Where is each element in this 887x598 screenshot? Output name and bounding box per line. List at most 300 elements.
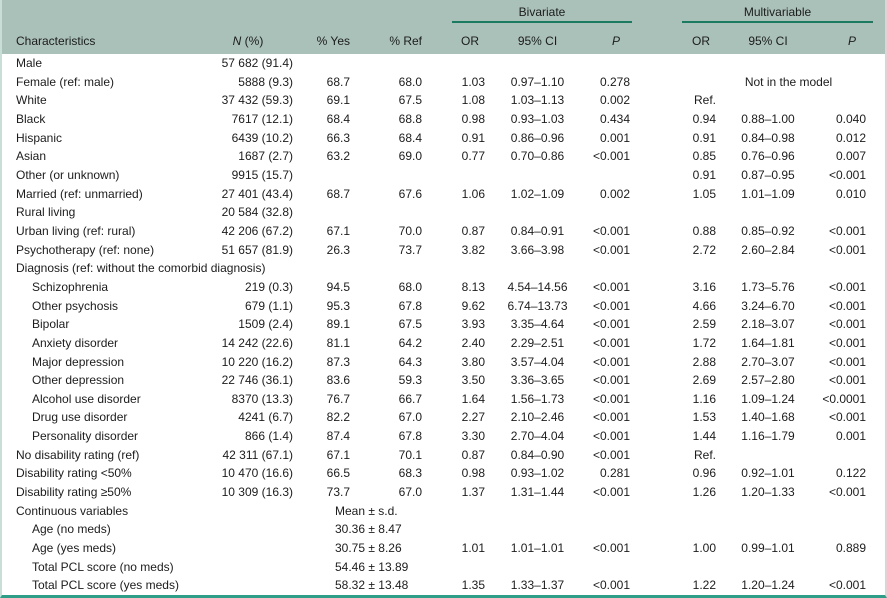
cell-pct-ref: 73.7	[398, 242, 422, 257]
cell-bivariate-ci: 0.84–0.90	[510, 447, 565, 462]
cell-bivariate-p: <0.001	[592, 429, 630, 444]
cell-bivariate-ci: 1.56–1.73	[510, 391, 565, 406]
cell-multivariable-or: 0.85	[692, 149, 716, 164]
cell-pct-yes: 66.5	[326, 466, 350, 481]
cell-multivariable-ci	[716, 54, 820, 73]
cell-pct-yes: 67.1	[326, 447, 350, 462]
cell-n-pct: 679 (1.1)	[244, 298, 293, 313]
column-header-n-pct: N (%)	[203, 26, 293, 54]
table-row	[2, 539, 885, 558]
column-header-bivariate-or: OR	[422, 26, 485, 54]
cell-pct-ref: 68.4	[398, 130, 422, 145]
cell-bivariate-or	[422, 166, 485, 185]
cell-pct-yes: 69.1	[326, 93, 350, 108]
table-row	[2, 110, 885, 129]
cell-n-pct: 1687 (2.7)	[238, 149, 293, 164]
cell-pct-ref: 69.0	[398, 149, 422, 164]
cell-multivariable-or: 1.22	[692, 578, 716, 593]
cell-multivariable-or	[632, 520, 716, 539]
cell-bivariate-ci: 2.10–2.46	[510, 410, 565, 425]
cell-bivariate-or: 2.27	[461, 410, 485, 425]
cell-multivariable-p: <0.001	[828, 485, 867, 500]
cell-multivariable-or: 1.16	[692, 391, 716, 406]
cell-multivariable-p: <0.001	[828, 242, 867, 257]
cell-multivariable-or: 2.69	[692, 373, 716, 388]
cell-multivariable-p: 0.122	[836, 466, 867, 481]
cell-multivariable-or: 1.00	[692, 541, 716, 556]
cell-pct-yes: 66.3	[326, 130, 350, 145]
cell-n-pct: 5888 (9.3)	[238, 74, 293, 89]
cell-multivariable-or	[632, 54, 716, 73]
group-header-row	[2, 0, 885, 26]
table-body	[2, 54, 885, 595]
cell-bivariate-p: <0.001	[592, 541, 630, 556]
cell-n-pct: 9915 (15.7)	[231, 167, 293, 182]
cell-bivariate-or: 1.01	[461, 541, 485, 556]
cell-bivariate-ci: 0.86–0.96	[510, 130, 565, 145]
cell-multivariable-p: <0.001	[828, 317, 867, 332]
cell-pct-ref: 70.1	[398, 447, 422, 462]
group-header-multivariable	[632, 0, 885, 26]
cell-bivariate-or: 0.98	[461, 466, 485, 481]
cell-multivariable-or: 2.72	[692, 242, 716, 257]
cell-bivariate-or	[422, 520, 485, 539]
column-header-pct-yes: % Yes	[293, 26, 350, 54]
cell-multivariable-p: <0.001	[828, 167, 867, 182]
cell-bivariate-p: <0.001	[592, 391, 630, 406]
cell-multivariable-ci: 1.73–5.76	[741, 279, 795, 294]
cell-multivariable-p	[820, 446, 885, 465]
cell-pct-ref: 64.2	[398, 335, 422, 350]
cell-pct-yes: 83.6	[326, 373, 350, 388]
table-row	[2, 297, 885, 316]
cell-multivariable-or	[632, 259, 716, 278]
cell-multivariable-p	[820, 520, 885, 539]
cell-pct-ref: 70.0	[398, 223, 422, 238]
cell-n-pct: 27 401 (43.4)	[221, 186, 293, 201]
cell-multivariable-p: 0.012	[836, 130, 867, 145]
cell-bivariate-or: 1.03	[461, 74, 485, 89]
cell-multivariable-p: 0.040	[836, 111, 867, 126]
cell-mean-sd: 54.46 ± 13.89	[335, 559, 409, 574]
table-row	[2, 91, 885, 110]
cell-multivariable-or: 0.91	[692, 167, 716, 182]
cell-multivariable-ci: 0.85–0.92	[741, 223, 795, 238]
cell-bivariate-p	[590, 203, 632, 222]
cell-pct-ref: 59.3	[398, 373, 422, 388]
cell-pct-yes: 87.3	[326, 354, 350, 369]
cell-bivariate-or: 0.87	[461, 223, 485, 238]
cell-bivariate-or	[422, 54, 485, 73]
table-row	[2, 558, 885, 577]
cell-bivariate-or: 9.62	[461, 298, 485, 313]
table-row	[2, 520, 885, 539]
cell-n-pct: 37 432 (59.3)	[221, 93, 293, 108]
cell-multivariable-ci: 1.09–1.24	[741, 391, 795, 406]
cell-multivariable-or	[632, 203, 716, 222]
cell-pct-yes: 26.3	[326, 242, 350, 257]
cell-multivariable-ci: 1.64–1.81	[741, 335, 795, 350]
cell-bivariate-p	[590, 520, 632, 539]
cell-bivariate-ci: 3.36–3.65	[510, 373, 565, 388]
cell-pct-yes: 87.4	[326, 429, 350, 444]
cell-multivariable-or: Ref.	[693, 447, 716, 462]
cell-mean-sd: 30.36 ± 8.47	[335, 522, 402, 537]
cell-multivariable-p	[820, 203, 885, 222]
table-row	[2, 222, 885, 241]
cell-pct-ref: 68.8	[398, 111, 422, 126]
cell-bivariate-p: 0.281	[599, 466, 630, 481]
cell-bivariate-ci: 2.29–2.51	[510, 335, 565, 350]
row-label: Male	[16, 56, 43, 70]
cell-multivariable-p: <0.001	[828, 354, 867, 369]
cell-mean-sd: 30.75 ± 8.26	[335, 541, 402, 556]
cell-multivariable-ci: 2.70–3.07	[741, 354, 795, 369]
cell-n-pct: 57 682 (91.4)	[221, 56, 293, 70]
column-header-multivariable-ci: 95% CI	[716, 26, 820, 54]
table-row	[2, 446, 885, 465]
table-header	[2, 0, 885, 54]
cell-bivariate-ci: 0.93–1.02	[510, 466, 565, 481]
cell-bivariate-p	[590, 502, 632, 521]
multivariable-rule	[682, 21, 873, 23]
row-label: White	[16, 93, 47, 108]
cell-bivariate-or: 0.87	[461, 447, 485, 462]
table-row	[2, 129, 885, 148]
column-header-bivariate-p: P	[590, 26, 632, 54]
cell-n-pct: 1509 (2.4)	[238, 317, 293, 332]
cell-bivariate-p	[590, 558, 632, 577]
cell-bivariate-p	[590, 259, 632, 278]
cell-multivariable-p: <0.001	[828, 373, 867, 388]
cell-pct-ref: 67.5	[398, 93, 422, 108]
cell-multivariable-ci: 2.18–3.07	[741, 317, 795, 332]
cell-bivariate-ci: 6.74–13.73	[507, 298, 568, 313]
table-row	[2, 54, 885, 73]
cell-pct-yes: 81.1	[326, 335, 350, 350]
cell-pct-ref: 67.0	[398, 410, 422, 425]
column-header-multivariable-p: P	[820, 26, 885, 54]
row-label: Female (ref: male)	[16, 74, 115, 89]
cell-pct-yes	[293, 203, 350, 222]
cell-bivariate-p: <0.001	[592, 335, 630, 350]
cell-multivariable-ci: 1.20–1.24	[741, 578, 795, 593]
cell-multivariable-ci: 3.24–6.70	[741, 298, 795, 313]
table-row	[2, 203, 885, 222]
cell-pct-ref: 68.0	[398, 279, 422, 294]
row-label: Other (or unknown)	[16, 167, 120, 182]
cell-pct-yes: 73.7	[326, 485, 350, 500]
cell-multivariable-or: 0.88	[692, 223, 716, 238]
cell-n-pct	[203, 558, 293, 577]
cell-pct-yes	[293, 166, 350, 185]
table-row	[2, 166, 885, 185]
cell-n-pct: 42 206 (67.2)	[221, 223, 293, 238]
table-row	[2, 147, 885, 166]
cell-multivariable-or: 3.16	[692, 279, 716, 294]
row-label: Age (yes meds)	[32, 541, 117, 556]
cell-multivariable-or: 1.44	[692, 429, 716, 444]
cell-bivariate-p: <0.001	[592, 242, 630, 257]
table-row	[2, 241, 885, 260]
cell-multivariable-or: 0.94	[692, 111, 716, 126]
cell-n-pct: 6439 (10.2)	[231, 130, 293, 145]
cell-bivariate-ci	[485, 166, 590, 185]
bivariate-rule	[452, 21, 632, 23]
cell-bivariate-p: <0.001	[592, 447, 630, 462]
table-row	[2, 259, 885, 278]
cell-pct-yes: 95.3	[326, 298, 350, 313]
cell-multivariable-ci: 1.40–1.68	[741, 410, 795, 425]
cell-multivariable-p: <0.0001	[822, 391, 867, 406]
cell-bivariate-or	[422, 502, 485, 521]
cell-bivariate-or: 1.64	[461, 391, 485, 406]
cell-multivariable-p	[820, 502, 885, 521]
cell-multivariable-ci: 0.92–1.01	[741, 466, 795, 481]
cell-multivariable-ci: 0.76–0.96	[741, 149, 795, 164]
cell-pct-ref	[350, 166, 422, 185]
cell-pct-yes	[293, 54, 350, 73]
cell-bivariate-or: 1.06	[461, 186, 485, 201]
cell-n-pct	[203, 576, 293, 595]
cell-bivariate-p: <0.001	[592, 149, 630, 164]
cell-pct-yes: 94.5	[326, 279, 350, 294]
cell-n-pct: 8370 (13.3)	[231, 391, 293, 406]
cell-bivariate-ci: 0.93–1.03	[510, 111, 565, 126]
cell-bivariate-ci: 0.84–0.91	[510, 223, 565, 238]
column-header-multivariable-or: OR	[632, 26, 716, 54]
row-label: Psychotherapy (ref: none)	[16, 242, 155, 257]
cell-n-pct: 866 (1.4)	[244, 429, 293, 444]
cell-pct-ref: 64.3	[398, 354, 422, 369]
cell-pct-ref	[350, 259, 422, 278]
cell-pct-yes: 82.2	[326, 410, 350, 425]
cell-multivariable-ci: 0.88–1.00	[741, 111, 795, 126]
cell-bivariate-p: <0.001	[592, 485, 630, 500]
table-row	[2, 315, 885, 334]
cell-pct-ref: 68.3	[398, 466, 422, 481]
cell-bivariate-p: 0.434	[599, 111, 630, 126]
cell-multivariable-p: <0.001	[828, 223, 867, 238]
cell-bivariate-ci: 0.70–0.86	[510, 149, 565, 164]
cell-bivariate-ci: 3.57–4.04	[510, 354, 565, 369]
cell-bivariate-ci	[485, 558, 590, 577]
cell-bivariate-p: <0.001	[592, 317, 630, 332]
cell-bivariate-ci	[485, 259, 590, 278]
cell-multivariable-or	[632, 558, 716, 577]
bivariate-label: Bivariate	[518, 5, 566, 19]
cell-bivariate-or: 3.80	[461, 354, 485, 369]
cell-multivariable-p: <0.001	[828, 335, 867, 350]
cell-multivariable-or: 2.88	[692, 354, 716, 369]
cell-bivariate-ci: 3.66–3.98	[510, 242, 565, 257]
cell-multivariable-ci: 2.60–2.84	[741, 242, 795, 257]
cell-pct-ref: 66.7	[398, 391, 422, 406]
cell-pct-yes: 68.4	[326, 111, 350, 126]
cell-multivariable-p: 0.010	[836, 186, 867, 201]
cell-multivariable-or: 2.59	[692, 317, 716, 332]
cell-multivariable-ci: 0.87–0.95	[741, 167, 795, 182]
cell-bivariate-p: 0.002	[599, 186, 630, 201]
row-label: Alcohol use disorder	[32, 391, 141, 406]
cell-bivariate-or	[422, 558, 485, 577]
cell-bivariate-or: 0.77	[461, 149, 485, 164]
cell-bivariate-p: <0.001	[592, 223, 630, 238]
cell-multivariable-p	[820, 54, 885, 73]
cell-multivariable-p: <0.001	[828, 298, 867, 313]
cell-pct-yes: 68.7	[326, 186, 350, 201]
cell-pct-yes	[293, 259, 350, 278]
cell-n-pct: 20 584 (32.8)	[221, 205, 293, 220]
cell-multivariable-p	[820, 91, 885, 110]
group-header-bivariate	[422, 0, 632, 26]
table-row	[2, 427, 885, 446]
row-label: Disability rating <50%	[16, 466, 132, 481]
cell-multivariable-ci: 0.84–0.98	[741, 130, 795, 145]
cell-multivariable-ci	[716, 558, 820, 577]
cell-pct-ref: 67.5	[398, 317, 422, 332]
table-row	[2, 408, 885, 427]
cell-bivariate-or: 0.91	[461, 130, 485, 145]
cell-pct-yes: 67.1	[326, 223, 350, 238]
cell-bivariate-ci	[485, 54, 590, 73]
row-label: Other depression	[32, 373, 125, 388]
table-row	[2, 73, 885, 92]
row-label: Asian	[16, 149, 47, 164]
cell-multivariable-or: 1.72	[692, 335, 716, 350]
row-label: Hispanic	[16, 130, 63, 145]
cell-pct-ref: 67.8	[398, 429, 422, 444]
cell-multivariable-or	[632, 502, 716, 521]
table-row	[2, 483, 885, 502]
cell-bivariate-ci: 1.03–1.13	[510, 93, 565, 108]
cell-pct-yes: 89.1	[326, 317, 350, 332]
row-label: Schizophrenia	[32, 279, 109, 294]
cell-multivariable-p: 0.001	[836, 429, 867, 444]
table-row	[2, 185, 885, 204]
table-row	[2, 390, 885, 409]
cell-bivariate-p: 0.002	[599, 93, 630, 108]
cell-bivariate-or	[422, 203, 485, 222]
cell-multivariable-ci	[716, 446, 820, 465]
row-label: Total PCL score (no meds)	[32, 559, 174, 574]
row-label: Married (ref: unmarried)	[16, 186, 143, 201]
cell-bivariate-p: <0.001	[592, 373, 630, 388]
multivariable-label: Multivariable	[743, 5, 812, 19]
cell-bivariate-p: <0.001	[592, 354, 630, 369]
cell-bivariate-or: 3.50	[461, 373, 485, 388]
cell-bivariate-or: 3.82	[461, 242, 485, 257]
cell-multivariable-ci	[716, 91, 820, 110]
cell-bivariate-ci: 1.31–1.44	[510, 485, 565, 500]
cell-bivariate-or: 1.37	[461, 485, 485, 500]
cell-multivariable-or: 1.26	[692, 485, 716, 500]
cell-n-pct	[203, 502, 293, 521]
cell-bivariate-ci: 3.35–4.64	[510, 317, 565, 332]
cell-n-pct: 10 309 (16.3)	[221, 485, 293, 500]
row-label: Age (no meds)	[32, 522, 111, 537]
column-header-row	[2, 26, 885, 54]
cell-bivariate-or: 3.30	[461, 429, 485, 444]
cell-multivariable-p	[820, 259, 885, 278]
table-row	[2, 502, 885, 521]
cell-pct-ref	[350, 203, 422, 222]
row-label: Black	[16, 111, 46, 126]
cell-bivariate-p	[590, 54, 632, 73]
row-label: Urban living (ref: rural)	[16, 223, 136, 238]
cell-n-pct: 4241 (6.7)	[238, 410, 293, 425]
cell-n-pct: 22 746 (36.1)	[221, 373, 293, 388]
cell-multivariable-or: 4.66	[692, 298, 716, 313]
table-row	[2, 576, 885, 595]
cell-pct-ref	[350, 54, 422, 73]
cell-bivariate-ci	[485, 520, 590, 539]
cell-n-pct: 7617 (12.1)	[231, 111, 293, 126]
cell-n-pct: 51 657 (81.9)	[221, 242, 293, 257]
cell-bivariate-p	[590, 166, 632, 185]
cell-mean-sd: 58.32 ± 13.48	[335, 578, 409, 593]
cell-bivariate-ci: 1.02–1.09	[510, 186, 565, 201]
cell-pct-ref: 67.0	[398, 485, 422, 500]
cell-mean-sd: Mean ± s.d.	[335, 503, 398, 518]
cell-pct-yes: 68.7	[326, 74, 350, 89]
row-label: Disability rating ≥50%	[16, 485, 132, 500]
cell-n-pct	[203, 539, 293, 558]
cell-multivariable-p	[820, 558, 885, 577]
column-header-characteristics: Characteristics	[2, 26, 203, 54]
cell-bivariate-ci: 1.01–1.01	[510, 541, 565, 556]
cell-multivariable-p: <0.001	[828, 279, 867, 294]
cell-multivariable-p: <0.001	[828, 410, 867, 425]
cell-multivariable-ci	[716, 502, 820, 521]
row-label: Other psychosis	[32, 298, 119, 313]
cell-bivariate-or: 3.93	[461, 317, 485, 332]
cell-multivariable-or: 0.96	[692, 466, 716, 481]
cell-bivariate-p: <0.001	[592, 410, 630, 425]
cell-multivariable-or: 1.53	[692, 410, 716, 425]
cell-multivariable-ci	[716, 203, 820, 222]
row-label: No disability rating (ref)	[16, 447, 140, 462]
row-label: Continuous variables	[16, 503, 129, 518]
row-label: Major depression	[32, 354, 125, 369]
cell-bivariate-ci	[485, 502, 590, 521]
cell-n-pct: 14 242 (22.6)	[221, 335, 293, 350]
table-row	[2, 278, 885, 297]
cell-pct-yes: 76.7	[326, 391, 350, 406]
cell-bivariate-or	[422, 259, 485, 278]
row-label: Diagnosis (ref: without the comorbid diagnosis)	[16, 261, 266, 276]
cell-bivariate-or: 2.40	[461, 335, 485, 350]
row-label: Personality disorder	[32, 429, 139, 444]
cell-n-pct: 219 (0.3)	[244, 279, 293, 294]
cell-multivariable-ci: 1.01–1.09	[741, 186, 795, 201]
cell-bivariate-or: 0.98	[461, 111, 485, 126]
cell-n-pct	[203, 520, 293, 539]
row-label: Anxiety disorder	[32, 335, 119, 350]
cell-n-pct: 10 220 (16.2)	[221, 354, 293, 369]
cell-bivariate-ci: 4.54–14.56	[507, 279, 568, 294]
cell-multivariable-ci: 2.57–2.80	[741, 373, 795, 388]
cell-bivariate-or: 8.13	[461, 279, 485, 294]
cell-pct-yes: 63.2	[326, 149, 350, 164]
cell-bivariate-or: 1.08	[461, 93, 485, 108]
row-label: Bipolar	[32, 317, 70, 332]
cell-n-pct: 10 470 (16.6)	[221, 466, 293, 481]
cell-bivariate-ci: 0.97–1.10	[510, 74, 565, 89]
cell-bivariate-p: 0.278	[599, 74, 630, 89]
cell-multivariable-or: 0.91	[692, 130, 716, 145]
cell-multivariable-note: Not in the model	[744, 74, 833, 89]
